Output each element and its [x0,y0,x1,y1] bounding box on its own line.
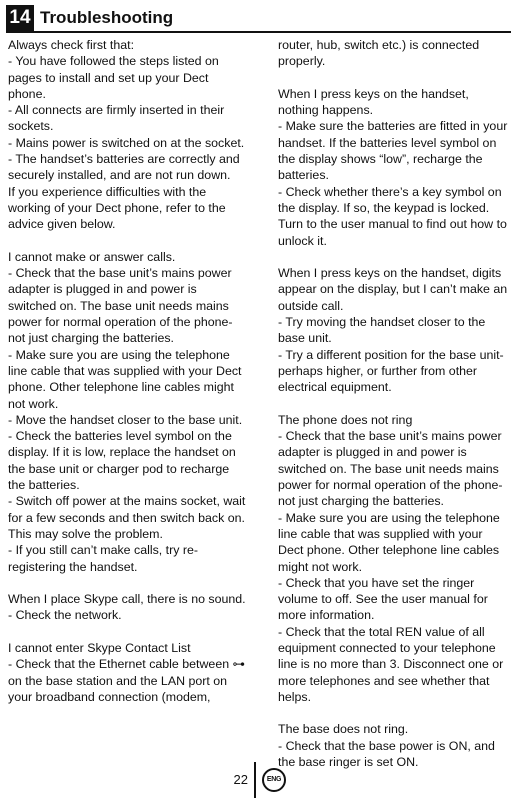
paragraph-check-first: Always check first that: - You have followed the steps listed on pages to install and set up your Dect phone. - All connects are firmly inserted in their sockets. - Mains power is switched on at the socket. - The handset’s batteries are correctly and securely installed, and are not run down. If you experience difficulties with the working of your Dect phone, refer to the advice given below. [8,38,245,232]
section-header [6,5,511,33]
paragraph-cannot-make-calls: I cannot make or answer calls. - Check that the base unit’s mains power adapter is plugged in and power is switched on. The base unit needs mains power for normal operation of the phone-not just charging the batteries. - Make sure you are using the telephone line cable that was supplied with your Dect phone. Other telephone line cables might not work. - Move the handset closer to the base unit. - Check the batteries level symbol on the display. If it is low, replace the handset on the base unit or charger pod to recharge the batteries. - Switch off power at the mains socket, wait for a few seconds and then switch back on. This may solve the problem. - If you still can’t make calls, try re-registering the handset. [8,249,246,574]
paragraph-continued: router, hub, switch etc.) is connected properly. [278,38,480,69]
left-column [8,37,246,705]
paragraph-no-outside-call: When I press keys on the handset, digits appear on the display, but I can’t make an outside call. - Try moving the handset closer to the base unit. - Try a different position for the base unit-perhaps higher, or further from other electrical equipment. [278,266,508,395]
language-badge-icon: ENG [262,768,286,792]
paragraph-phone-not-ring: The phone does not ring - Check that the base unit’s mains power adapter is plugged in and power is switched on. The base unit needs mains power for normal operation of the phone-not just charging the batteries. - Make sure you are using the telephone line cable that was supplied with your Dect phone. Other telephone line cables might not work. - Check that you have set the ringer volume to off. See the user manual for more information. - Check that the total REN value of all equipment connected to your telephone line is no more than 3. Disconnect one or more telephones and see whether that helps. [278,412,504,704]
right-column [278,37,509,770]
page-number: 22 [233,772,248,787]
chapter-number-badge: 14 [6,5,34,31]
page-footer [0,762,515,798]
section-title: Troubleshooting [40,8,174,27]
paragraph-skype-contact-list: I cannot enter Skype Contact List - Check that the Ethernet cable between ⊶ on the base station and the LAN port on your broadband connection (modem, [8,640,245,704]
paragraph-base-not-ring: The base does not ring. - Check that the base power is ON, and the base ringer is set ON. [278,722,495,770]
footer-divider [254,762,256,798]
paragraph-skype-no-sound: When I place Skype call, there is no sound. - Check the network. [8,592,246,623]
paragraph-keys-nothing-happens: When I press keys on the handset, nothing happens. - Make sure the batteries are fitted in your handset. If the batteries level symbol on the display shows “low”, recharge the batteries. - Check whether there’s a key symbol on the display. If so, the keypad is locked. Turn to the user manual to find out how to unlock it. [278,86,508,248]
